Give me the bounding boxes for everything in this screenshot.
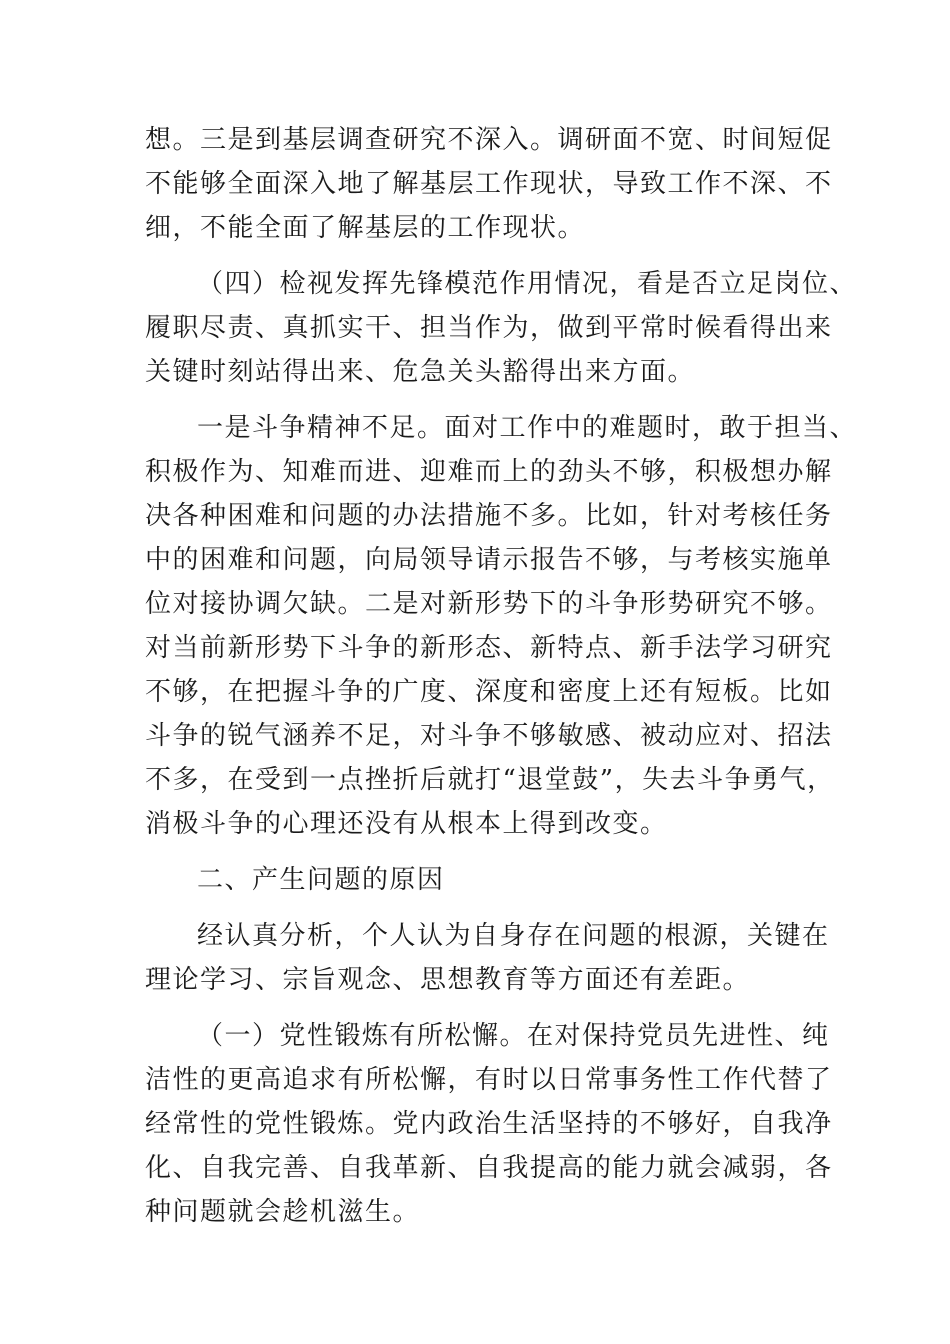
text-line: 不够，在把握斗争的广度、深度和密度上还有短板。比如	[145, 677, 833, 707]
text-line: 想。三是到基层调查研究不深入。调研面不宽、时间短促	[145, 125, 833, 155]
text-line: （四）检视发挥先锋模范作用情况，看是否立足岗位、	[197, 269, 858, 299]
text-line: 不能够全面深入地了解基层工作现状，导致工作不深、不	[145, 169, 833, 199]
text-line: 理论学习、宗旨观念、思想教育等方面还有差距。	[145, 965, 751, 995]
text-line: 种问题就会趁机滋生。	[145, 1197, 421, 1227]
text-line: 细，不能全面了解基层的工作现状。	[145, 213, 586, 243]
text-line: 化、自我完善、自我革新、自我提高的能力就会减弱，各	[145, 1153, 833, 1183]
paragraph-party-spirit	[145, 1014, 833, 1234]
text-line: 二、产生问题的原因	[197, 865, 445, 895]
text-line: 履职尽责、真抓实干、担当作为，做到平常时候看得出来	[145, 313, 833, 343]
paragraph-struggle-spirit	[145, 406, 858, 846]
text-line: 洁性的更高追求有所松懈，有时以日常事务性工作代替了	[145, 1065, 833, 1095]
text-line: 经常性的党性锻炼。党内政治生活坚持的不够好，自我净	[145, 1109, 833, 1139]
text-line: 不多，在受到一点挫折后就打“退堂鼓”，失去斗争勇气，	[145, 765, 835, 795]
section-heading-causes	[145, 858, 807, 902]
text-line: 经认真分析，个人认为自身存在问题的根源，关键在	[197, 921, 830, 951]
text-line: 位对接协调欠缺。二是对新形势下的斗争形势研究不够。	[145, 589, 833, 619]
text-line: （一）党性锻炼有所松懈。在对保持党员先进性、纯	[197, 1021, 830, 1051]
paragraph-section-four-heading	[145, 262, 858, 394]
text-line: 关键时刻站得出来、危急关头豁得出来方面。	[145, 357, 696, 387]
document-page	[145, 118, 858, 1234]
text-line: 消极斗争的心理还没有从根本上得到改变。	[145, 809, 668, 839]
text-line: 决各种困难和问题的办法措施不多。比如，针对考核任务	[145, 501, 833, 531]
paragraph-continuation	[145, 118, 833, 250]
text-line: 斗争的锐气涵养不足，对斗争不够敏感、被动应对、招法	[145, 721, 833, 751]
text-line: 一是斗争精神不足。面对工作中的难题时，敢于担当、	[197, 413, 858, 443]
text-line: 对当前新形势下斗争的新形态、新特点、新手法学习研究	[145, 633, 833, 663]
text-line: 积极作为、知难而进、迎难而上的劲头不够，积极想办解	[145, 457, 833, 487]
paragraph-analysis	[145, 914, 830, 1002]
text-line: 中的困难和问题，向局领导请示报告不够，与考核实施单	[145, 545, 833, 575]
